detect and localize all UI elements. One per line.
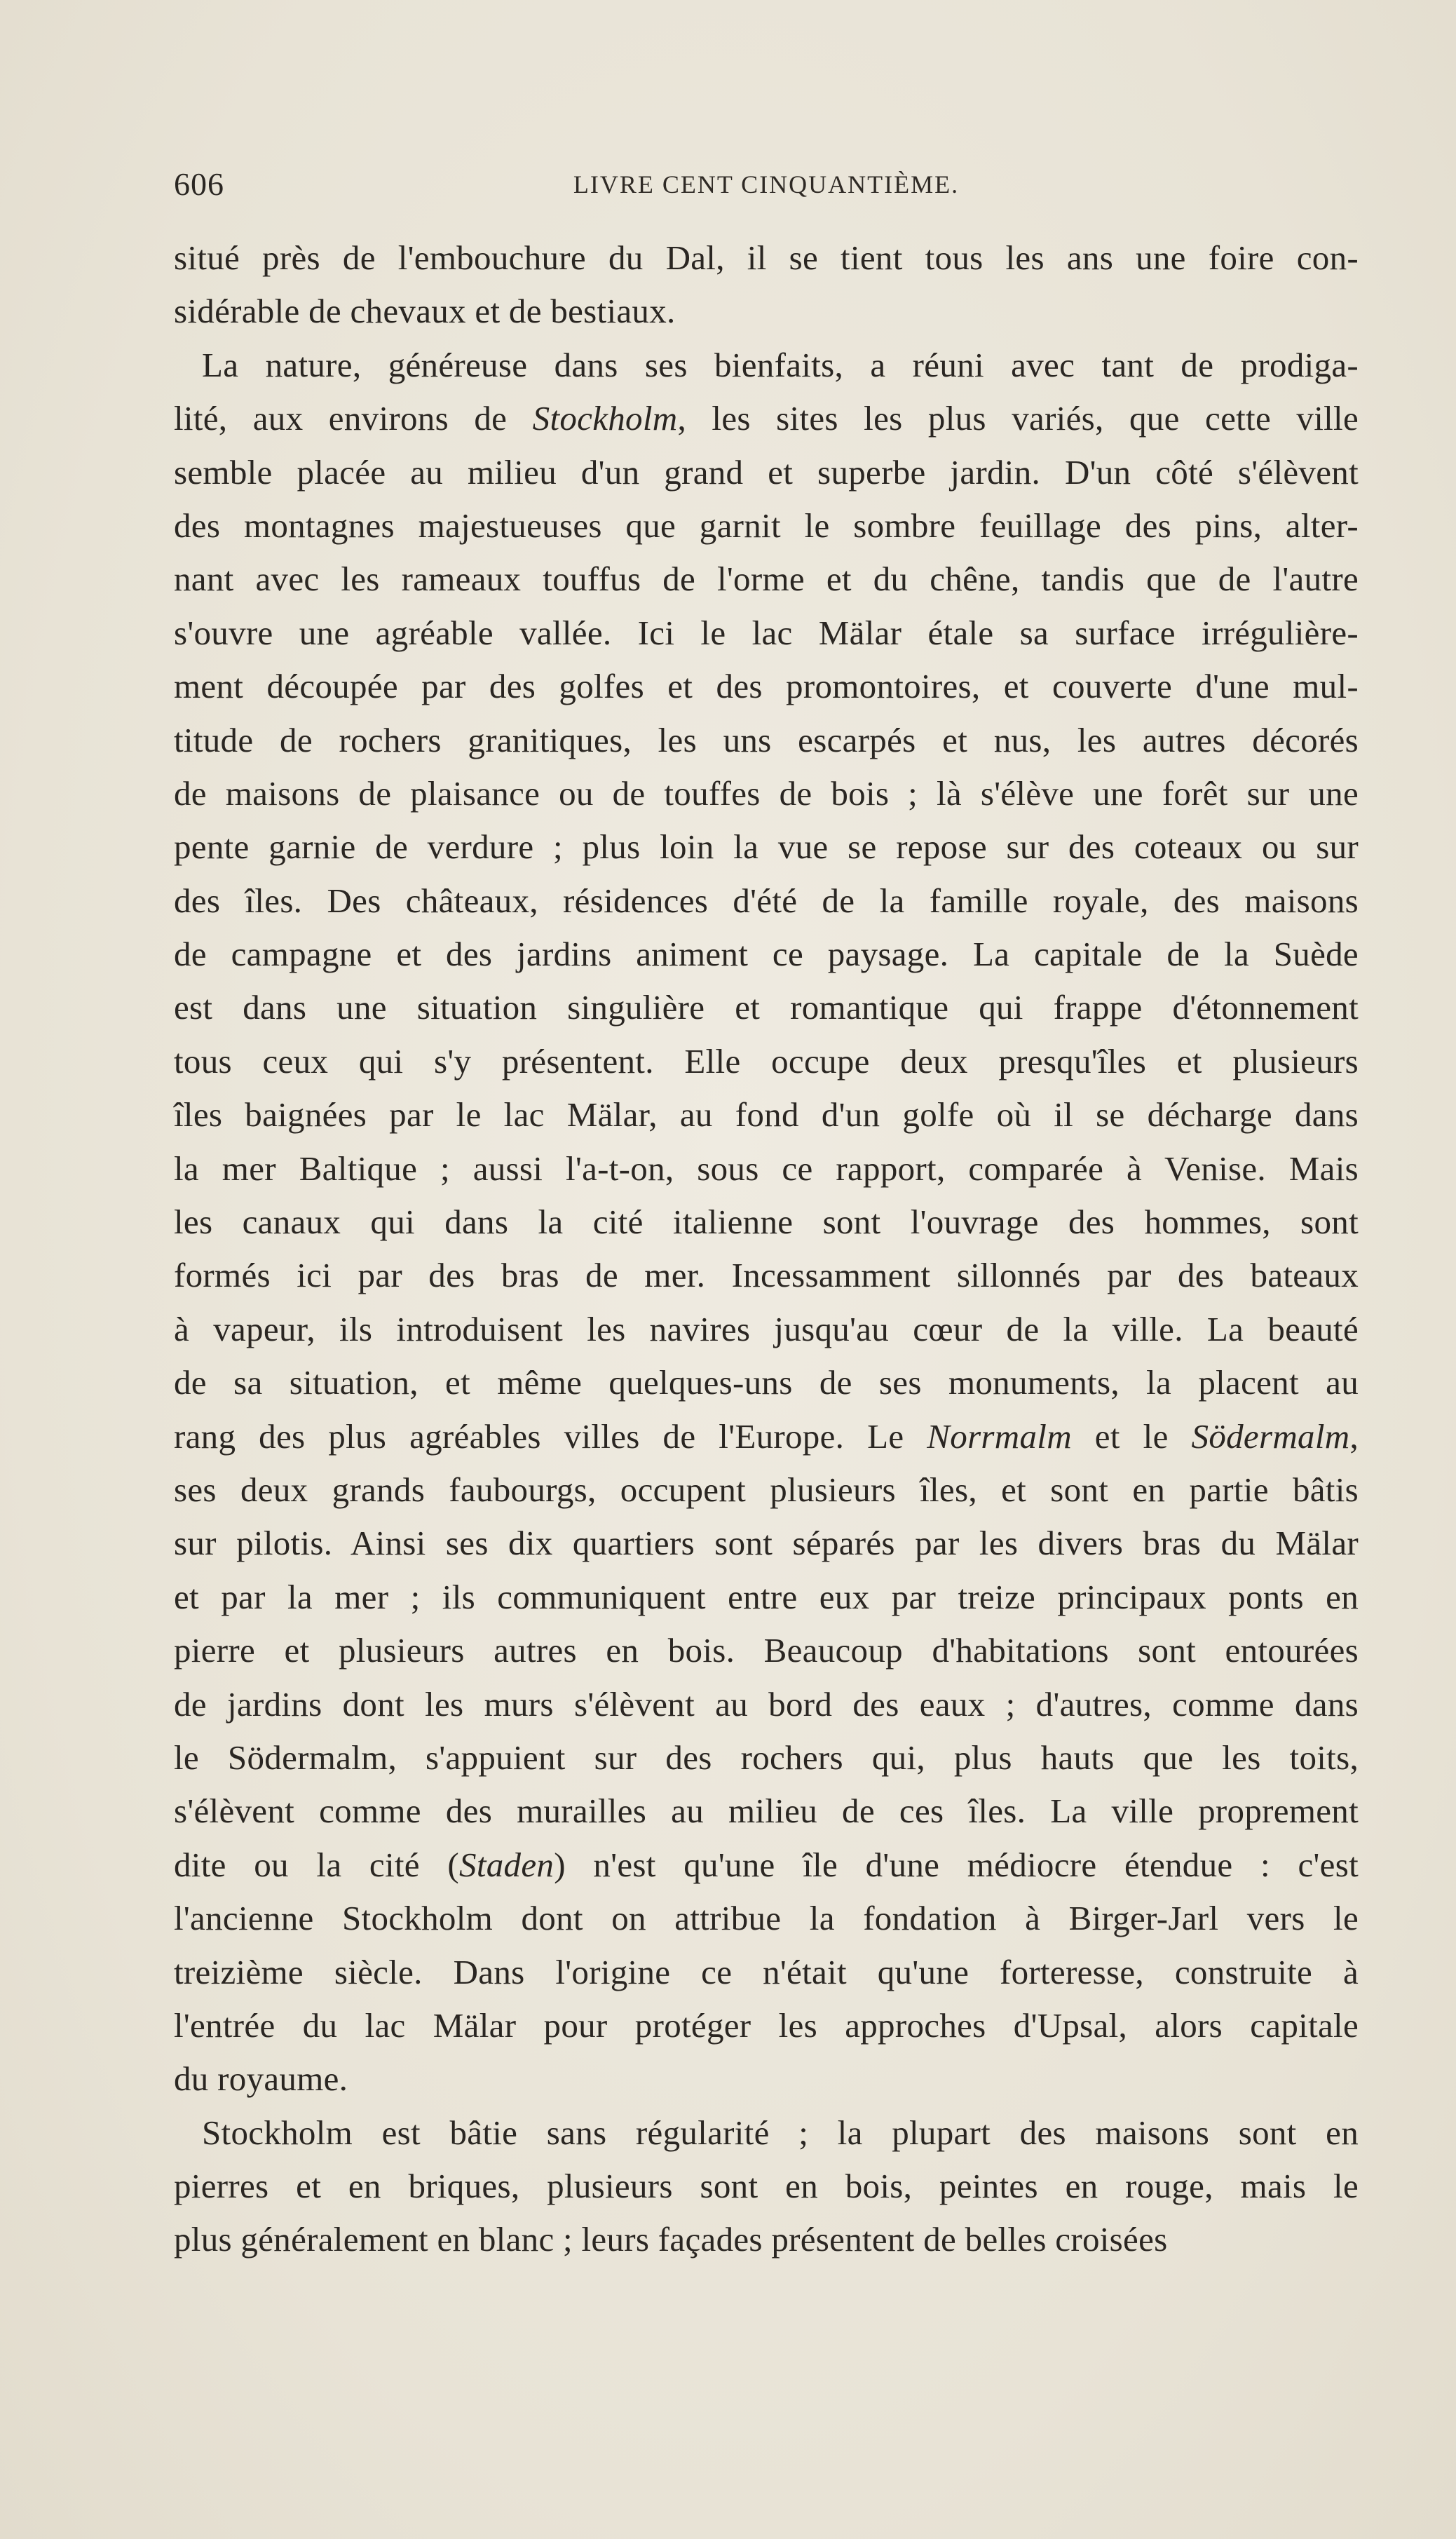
text-segment: est dans une situation singulière et romantique qui frappe d'étonnement (174, 988, 1359, 1027)
text-line (174, 874, 1359, 928)
text-segment: de jardins dont les murs s'élèvent au bord des eaux ; d'autres, comme dans (174, 1684, 1359, 1724)
text-segment: lité, aux environs de (174, 399, 533, 438)
text-line (174, 1839, 1359, 1892)
text-line (174, 2106, 1359, 2160)
text-line (174, 1142, 1359, 1196)
text-segment: pierre et plusieurs autres en bois. Beaucoup d'habitations sont entourées (174, 1631, 1359, 1670)
text-line (174, 1517, 1359, 1570)
text-line (174, 1624, 1359, 1677)
text-line (174, 553, 1359, 606)
text-line (174, 1303, 1359, 1356)
text-segment: situé près de l'embouchure du Dal, il se tient tous les ans une foire con- (174, 238, 1359, 277)
text-segment: treizième siècle. Dans l'origine ce n'était qu'une forteresse, construite à (174, 1952, 1359, 1991)
text-segment: semble placée au milieu d'un grand et superbe jardin. D'un côté s'élèvent (174, 452, 1359, 492)
text-segment: Stockholm est bâtie sans régularité ; la plupart des maisons sont en (202, 2113, 1359, 2152)
text-segment: sidérable de chevaux et de bestiaux. (174, 292, 676, 331)
text-segment: des montagnes majestueuses que garnit le sombre feuillage des pins, alter- (174, 506, 1359, 545)
text-line (174, 607, 1359, 660)
text-line (174, 499, 1359, 553)
text-line (174, 231, 1359, 285)
text-line (174, 820, 1359, 874)
text-line (174, 1678, 1359, 1731)
text-segment: et le (1071, 1416, 1192, 1456)
text-line (174, 446, 1359, 499)
text-line (174, 1035, 1359, 1088)
text-segment: de maisons de plaisance ou de touffes de bois ; là s'élève une forêt sur une (174, 773, 1359, 813)
page-number: 606 (174, 166, 224, 202)
italic-term: Staden (459, 1845, 554, 1884)
text-line (174, 767, 1359, 820)
text-segment: l'entrée du lac Mälar pour protéger les approches d'Upsal, alors capitale (174, 2005, 1359, 2045)
text-segment: s'ouvre une agréable vallée. Ici le lac Mälar étale sa surface irrégulière- (174, 613, 1359, 652)
text-line (174, 981, 1359, 1034)
text-line (174, 1196, 1359, 1249)
text-segment: s'élèvent comme des murailles au milieu de ces îles. La ville proprement (174, 1792, 1359, 1831)
text-segment: nant avec les rameaux touffus de l'orme et du chêne, tandis que de l'autre (174, 560, 1359, 599)
text-segment: sur pilotis. Ainsi ses dix quartiers sont séparés par les divers bras du Mälar (174, 1524, 1359, 1563)
text-line (174, 339, 1359, 392)
text-line (174, 1249, 1359, 1302)
text-segment: le Södermalm, s'appuient sur des rochers qui, plus hauts que les toits, (174, 1738, 1359, 1777)
text-line (174, 714, 1359, 767)
text-line (174, 285, 1359, 338)
text-segment: de sa situation, et même quelques-uns de ses monuments, la placent au (174, 1363, 1359, 1402)
text-segment: et par la mer ; ils communiquent entre eux par treize principaux ponts en (174, 1577, 1359, 1616)
text-segment: dite ou la cité ( (174, 1845, 460, 1884)
text-segment: tous ceux qui s'y présentent. Elle occupe deux presqu'îles et plusieurs (174, 1041, 1359, 1081)
text-segment: titude de rochers granitiques, les uns escarpés et nus, les autres décorés (174, 720, 1359, 759)
text-line (174, 1356, 1359, 1409)
text-line (174, 2052, 1359, 2106)
text-segment: la mer Baltique ; aussi l'a-t-on, sous ce rapport, comparée à Venise. Mais (174, 1149, 1359, 1188)
text-line (174, 1785, 1359, 1838)
text-segment: de campagne et des jardins animent ce paysage. La capitale de la Suède (174, 935, 1359, 974)
text-segment: à vapeur, ils introduisent les navires jusqu'au cœur de la ville. La beauté (174, 1309, 1359, 1348)
text-line (174, 1731, 1359, 1785)
text-segment: rang des plus agréables villes de l'Europe. Le (174, 1416, 927, 1456)
text-line (174, 2213, 1359, 2266)
italic-term: Södermalm (1191, 1416, 1350, 1456)
text-line (174, 1410, 1359, 1463)
text-segment: îles baignées par le lac Mälar, au fond d'un golfe où il se décharge dans (174, 1095, 1359, 1135)
text-segment: pente garnie de verdure ; plus loin la vue se repose sur des coteaux ou sur (174, 827, 1359, 867)
text-segment: , les sites les plus variés, que cette ville (677, 399, 1359, 438)
text-line (174, 1946, 1359, 1999)
text-segment: , (1349, 1416, 1359, 1456)
text-segment: pierres et en briques, plusieurs sont en bois, peintes en rouge, mais le (174, 2167, 1359, 2206)
text-segment: ) n'est qu'une île d'une médiocre étendue : c'est (554, 1845, 1359, 1884)
text-line (174, 1892, 1359, 1945)
text-line (174, 392, 1359, 445)
text-line (174, 928, 1359, 981)
text-line (174, 1571, 1359, 1624)
text-line (174, 2160, 1359, 2213)
running-head: LIVRE CENT CINQUANTIÈME. (573, 170, 960, 198)
text-segment: ment découpée par des golfes et des promontoires, et couverte d'une mul- (174, 667, 1359, 706)
text-line (174, 660, 1359, 713)
page-header (174, 165, 1359, 208)
text-line (174, 1463, 1359, 1517)
text-segment: formés ici par des bras de mer. Incessamment sillonnés par des bateaux (174, 1256, 1359, 1295)
text-segment: du royaume. (174, 2059, 348, 2099)
text-line (174, 1088, 1359, 1142)
text-segment: les canaux qui dans la cité italienne sont l'ouvrage des hommes, sont (174, 1203, 1359, 1242)
text-line (174, 1999, 1359, 2052)
italic-term: Stockholm (532, 399, 678, 438)
text-segment: l'ancienne Stockholm dont on attribue la fondation à Birger-Jarl vers le (174, 1899, 1359, 1938)
text-segment: plus généralement en blanc ; leurs façades présentent de belles croisées (174, 2220, 1168, 2259)
text-segment: ses deux grands faubourgs, occupent plusieurs îles, et sont en partie bâtis (174, 1470, 1359, 1509)
text-segment: des îles. Des châteaux, résidences d'été de la famille royale, des maisons (174, 881, 1359, 920)
italic-term: Norrmalm (927, 1416, 1072, 1456)
body-text (174, 231, 1359, 2267)
text-segment: La nature, généreuse dans ses bienfaits, a réuni avec tant de prodiga- (202, 345, 1359, 384)
